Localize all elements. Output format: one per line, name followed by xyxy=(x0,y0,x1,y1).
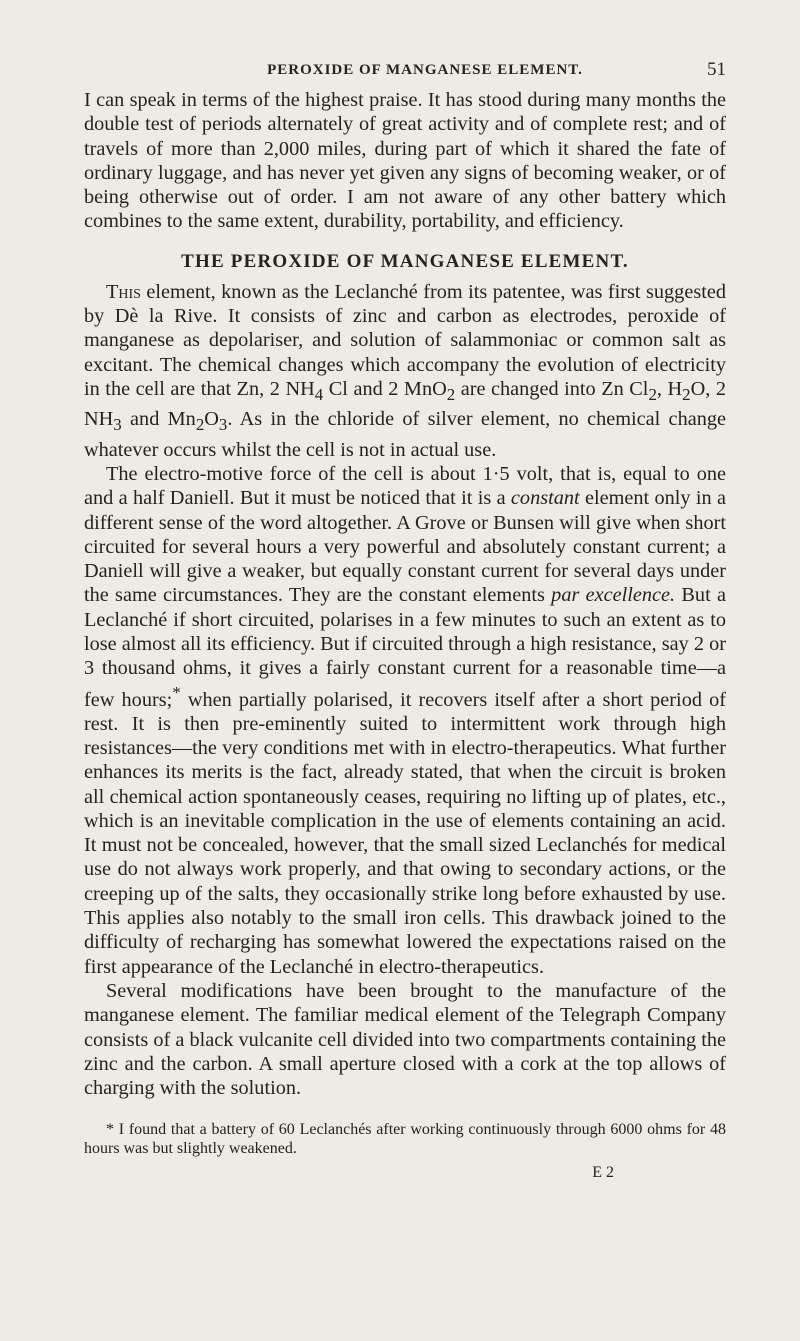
footnote-marker: * xyxy=(172,682,181,702)
subscript: 3 xyxy=(218,415,228,435)
subscript: 2 xyxy=(682,385,691,405)
footnote: * I found that a battery of 60 Leclanchés after working continuously through 6000 ohms for 48 hours was but slightly weakened. xyxy=(84,1121,726,1158)
text-run: and Mn xyxy=(121,408,196,431)
text-run: element only in a different sense of the word altogether. A Grove or Bunsen will give when short circuited for several hours a very powerful and absolutely constant current; a Daniell will give a weaker, but equally constant current for several days under the same circumstances. They are the constant elements xyxy=(84,487,726,607)
paragraph-2 xyxy=(84,462,726,979)
text-run: O xyxy=(204,408,219,431)
signature-mark: E 2 xyxy=(592,1164,614,1182)
text-run: element, known as the Leclanché from its patentee, was first suggested by Dè la Rive. It consists of zinc and carbon as electrodes, peroxide of manganese as depolariser, and solution of salammoniac or common salt as excitant. The chemical changes which accompany the evolution of electricity in the cell are that Zn, 2 NH xyxy=(84,280,726,400)
subscript: 3 xyxy=(113,415,122,435)
paragraph-3: Several modifications have been brought to the manufacture of the manganese element. The familiar medical element of the Telegraph Company consists of a black vulcanite cell divided into two compartments containing the zinc and the carbon. A small aperture closed with a cork at the top allows of charging with the solution. xyxy=(84,979,726,1100)
italic-term: constant xyxy=(510,487,580,510)
paragraph-intro: I can speak in terms of the highest praise. It has stood during many months the double test of periods alternately of great activity and of complete rest; and of travels of more than 2,000 miles, during part of which it shared the fate of ordinary luggage, and has never yet given any signs of becoming weaker, or of being otherwise out of order. I am not aware of any other battery which combines to the same extent, durability, portability, and efficiency. xyxy=(84,89,726,233)
italic-term: par excellence. xyxy=(551,584,676,607)
text-run: when partially polarised, it recovers itself after a short period of rest. It is then pre-eminently suited to intermittent work through high resistances—the very conditions met with in electro-therapeutics. What further enhances its merits is the fact, already stated, that when the circuit is broken all chemical action spontaneously ceases, requiring no lifting up of plates, etc., which is an inevitable complication in the use of elements containing an acid. It must not be concealed, however, that the small sized Leclanchés for medical use do not always work properly, and that owing to secondary actions, or the creeping up of the salts, they occasionally strike long before exhausted by use. This applies also notably to the small iron cells. This drawback joined to the difficulty of recharging has somewhat lowered the expectations raised on the first appearance of the Leclanché in electro-therapeutics. xyxy=(84,688,726,978)
text-run: Cl and 2 MnO xyxy=(323,377,447,400)
page-number: 51 xyxy=(707,59,726,80)
subscript: 4 xyxy=(314,385,324,405)
text-run: But a Leclanché if short circuited, polarises in a few minutes to such an extent as to lose almost all its efficiency. But if circuited through a high resistance, say 2 or 3 thousand ohms, it gives a fairly constant current for a reasonable time—a few hours; xyxy=(84,584,726,711)
running-head-title: PEROXIDE OF MANGANESE ELEMENT. xyxy=(267,62,583,78)
section-title: THE PEROXIDE OF MANGANESE ELEMENT. xyxy=(181,250,629,272)
subscript: 2 xyxy=(648,385,657,405)
text-run: O, 2 NH xyxy=(84,377,726,431)
text-run: . As in the chloride of silver element, no chemical change whatever occurs whilst the cell is not in actual use. xyxy=(84,408,726,461)
subscript: 2 xyxy=(446,385,456,405)
running-head xyxy=(84,59,726,88)
paragraph-1 xyxy=(84,280,726,462)
text-run: are changed into Zn Cl xyxy=(455,377,649,400)
lead-word: This xyxy=(106,280,141,303)
subscript: 2 xyxy=(195,415,205,435)
text-run: , H xyxy=(656,377,683,400)
text-run: The electro-motive force of the cell is about 1·5 volt, that is, equal to one and a half Daniell. But it must be noticed that it is a xyxy=(84,462,726,510)
